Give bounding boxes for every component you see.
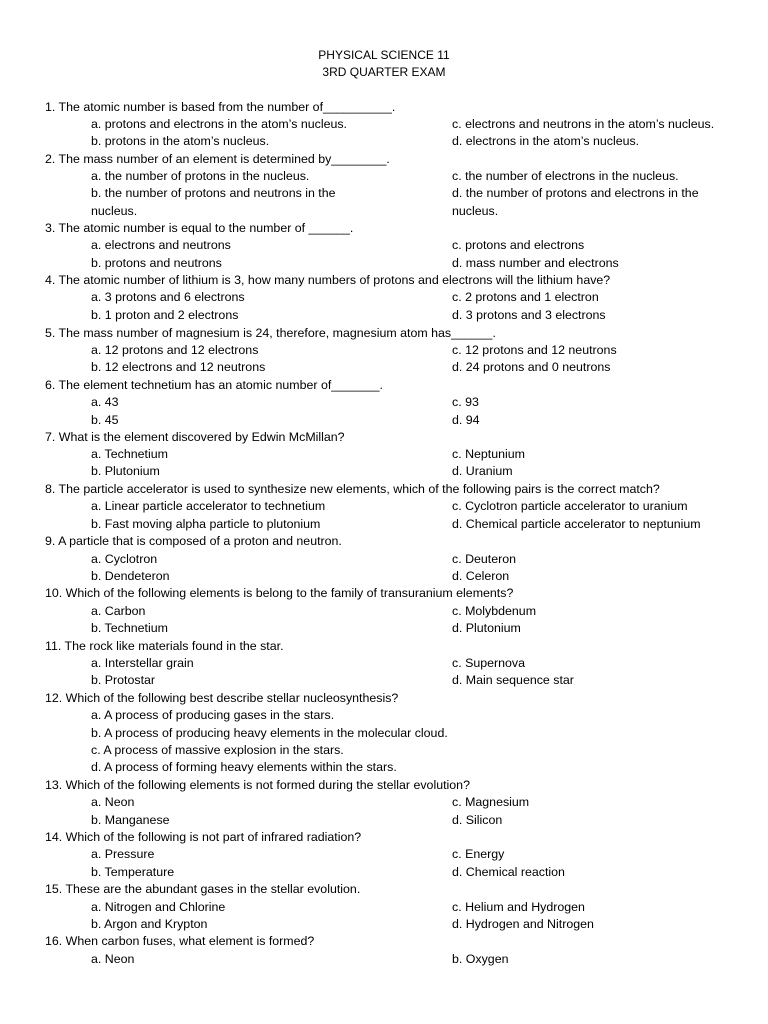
question-8-option-d: d. Chemical particle accelerator to neptunium bbox=[452, 517, 701, 531]
question-7-option-c: c. Neptunium bbox=[452, 447, 526, 461]
question-1-option-d: d. electrons in the atom’s nucleus. bbox=[452, 134, 640, 148]
question-11-option-a: a. Interstellar grain bbox=[91, 656, 194, 670]
question-2: 2. The mass number of an element is determined by________. bbox=[45, 152, 390, 166]
question-12-option-a: a. A process of producing gases in the stars. bbox=[91, 708, 335, 722]
question-12-option-d: d. A process of forming heavy elements within the stars. bbox=[91, 760, 397, 774]
question-2-option-b-cont: nucleus. bbox=[91, 204, 138, 218]
question-16-option-b: b. Oxygen bbox=[452, 952, 509, 966]
question-3-option-a: a. electrons and neutrons bbox=[91, 238, 231, 252]
question-15-option-d: d. Hydrogen and Nitrogen bbox=[452, 917, 594, 931]
question-1-option-a: a. protons and electrons in the atom’s nucleus. bbox=[91, 117, 347, 131]
question-7-option-d: d. Uranium bbox=[452, 464, 513, 478]
question-5-option-c: c. 12 protons and 12 neutrons bbox=[452, 343, 617, 357]
question-4: 4. The atomic number of lithium is 3, how many numbers of protons and electrons will the lithium have? bbox=[45, 273, 611, 287]
question-15: 15. These are the abundant gases in the stellar evolution. bbox=[45, 882, 361, 896]
question-12-option-b: b. A process of producing heavy elements in the molecular cloud. bbox=[91, 726, 448, 740]
question-14-option-c: c. Energy bbox=[452, 847, 505, 861]
question-14-option-a: a. Pressure bbox=[91, 847, 155, 861]
question-13-option-b: b. Manganese bbox=[91, 813, 170, 827]
question-9-option-b: b. Dendeteron bbox=[91, 569, 170, 583]
question-8-option-c: c. Cyclotron particle accelerator to uranium bbox=[452, 499, 688, 513]
question-10: 10. Which of the following elements is belong to the family of transuranium elements? bbox=[45, 586, 514, 600]
question-6-option-c: c. 93 bbox=[452, 395, 479, 409]
question-7-option-b: b. Plutonium bbox=[91, 464, 160, 478]
question-6-option-a: a. 43 bbox=[91, 395, 119, 409]
question-15-option-c: c. Helium and Hydrogen bbox=[452, 900, 585, 914]
question-5-option-a: a. 12 protons and 12 electrons bbox=[91, 343, 259, 357]
question-2-option-a: a. the number of protons in the nucleus. bbox=[91, 169, 310, 183]
question-5: 5. The mass number of magnesium is 24, therefore, magnesium atom has______. bbox=[45, 326, 496, 340]
question-13-option-c: c. Magnesium bbox=[452, 795, 530, 809]
question-14-option-d: d. Chemical reaction bbox=[452, 865, 565, 879]
question-5-option-b: b. 12 electrons and 12 neutrons bbox=[91, 360, 266, 374]
question-6: 6. The element technetium has an atomic number of_______. bbox=[45, 378, 383, 392]
question-8-option-a: a. Linear particle accelerator to technetium bbox=[91, 499, 326, 513]
exam-title: PHYSICAL SCIENCE 11 bbox=[318, 48, 450, 62]
question-7: 7. What is the element discovered by Edwin McMillan? bbox=[45, 430, 345, 444]
question-10-option-b: b. Technetium bbox=[91, 621, 168, 635]
question-13: 13. Which of the following elements is not formed during the stellar evolution? bbox=[45, 778, 470, 792]
question-1-option-b: b. protons in the atom’s nucleus. bbox=[91, 134, 270, 148]
question-2-option-d-cont: nucleus. bbox=[452, 204, 499, 218]
question-1: 1. The atomic number is based from the number of__________. bbox=[45, 100, 396, 114]
exam-subtitle: 3RD QUARTER EXAM bbox=[322, 65, 446, 79]
question-4-option-a: a. 3 protons and 6 electrons bbox=[91, 290, 245, 304]
question-2-option-c: c. the number of electrons in the nucleus. bbox=[452, 169, 679, 183]
question-9-option-d: d. Celeron bbox=[452, 569, 510, 583]
question-6-option-b: b. 45 bbox=[91, 413, 119, 427]
question-14: 14. Which of the following is not part of infrared radiation? bbox=[45, 830, 362, 844]
question-15-option-b: b. Argon and Krypton bbox=[91, 917, 208, 931]
question-10-option-a: a. Carbon bbox=[91, 604, 146, 618]
question-4-option-d: d. 3 protons and 3 electrons bbox=[452, 308, 606, 322]
question-3-option-b: b. protons and neutrons bbox=[91, 256, 222, 270]
question-13-option-d: d. Silicon bbox=[452, 813, 503, 827]
question-9-option-a: a. Cyclotron bbox=[91, 552, 158, 566]
question-12: 12. Which of the following best describe stellar nucleosynthesis? bbox=[45, 691, 399, 705]
question-3-option-d: d. mass number and electrons bbox=[452, 256, 619, 270]
question-10-option-d: d. Plutonium bbox=[452, 621, 521, 635]
question-11: 11. The rock like materials found in the star. bbox=[45, 639, 284, 653]
question-5-option-d: d. 24 protons and 0 neutrons bbox=[452, 360, 611, 374]
question-8: 8. The particle accelerator is used to synthesize new elements, which of the following pairs is the correct match? bbox=[45, 482, 660, 496]
question-2-option-b: b. the number of protons and neutrons in the bbox=[91, 186, 336, 200]
question-16-option-a: a. Neon bbox=[91, 952, 135, 966]
question-12-option-c: c. A process of massive explosion in the stars. bbox=[91, 743, 344, 757]
question-6-option-d: d. 94 bbox=[452, 413, 480, 427]
question-4-option-b: b. 1 proton and 2 electrons bbox=[91, 308, 239, 322]
question-7-option-a: a. Technetium bbox=[91, 447, 168, 461]
question-3: 3. The atomic number is equal to the number of ______. bbox=[45, 221, 354, 235]
question-11-option-c: c. Supernova bbox=[452, 656, 526, 670]
question-9-option-c: c. Deuteron bbox=[452, 552, 517, 566]
question-10-option-c: c. Molybdenum bbox=[452, 604, 537, 618]
question-14-option-b: b. Temperature bbox=[91, 865, 175, 879]
question-9: 9. A particle that is composed of a proton and neutron. bbox=[45, 534, 342, 548]
question-11-option-d: d. Main sequence star bbox=[452, 673, 574, 687]
question-11-option-b: b. Protostar bbox=[91, 673, 156, 687]
question-4-option-c: c. 2 protons and 1 electron bbox=[452, 290, 599, 304]
question-15-option-a: a. Nitrogen and Chlorine bbox=[91, 900, 226, 914]
question-13-option-a: a. Neon bbox=[91, 795, 135, 809]
question-2-option-d: d. the number of protons and electrons in the bbox=[452, 186, 699, 200]
question-8-option-b: b. Fast moving alpha particle to plutonium bbox=[91, 517, 321, 531]
question-3-option-c: c. protons and electrons bbox=[452, 238, 585, 252]
question-1-option-c: c. electrons and neutrons in the atom’s nucleus. bbox=[452, 117, 715, 131]
question-16: 16. When carbon fuses, what element is formed? bbox=[45, 934, 315, 948]
